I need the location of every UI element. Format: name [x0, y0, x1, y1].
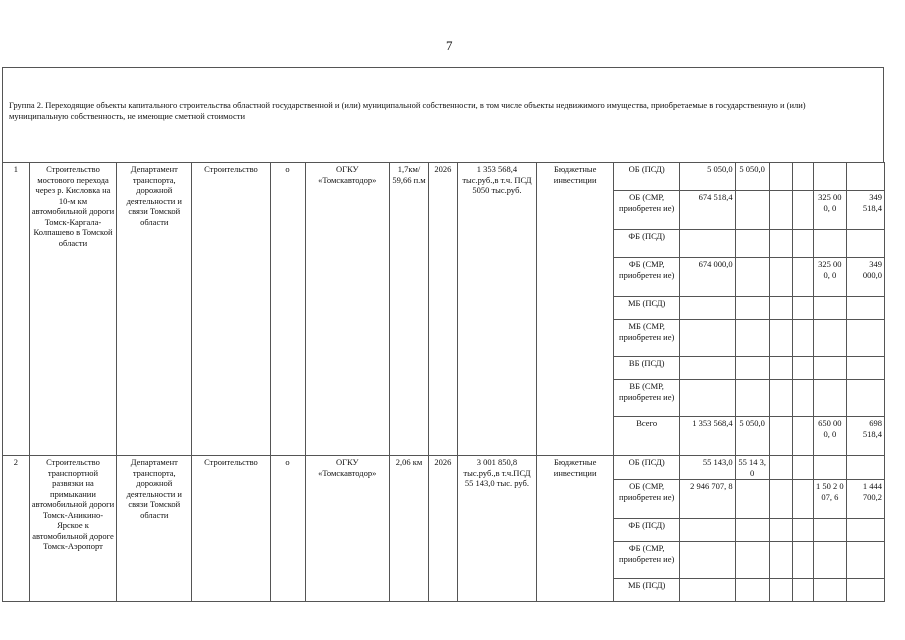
group-header-box	[2, 67, 884, 163]
funding-year-4	[813, 380, 846, 417]
object-work-type: Строительство	[192, 163, 270, 456]
funding-year-3	[793, 456, 814, 480]
object-department: Департамент транспорта, дорожной деятельности и связи Томской области	[117, 163, 192, 456]
funding-year-3	[793, 258, 814, 297]
funding-total	[680, 542, 736, 579]
funding-source: ОБ (СМР, приобретен ие)	[614, 480, 680, 519]
object-cost: 1 353 568,4 тыс.руб.,в т.ч. ПСД 5050 тыс.руб.	[457, 163, 536, 456]
funding-year-5	[846, 579, 884, 602]
funding-year-3	[793, 579, 814, 602]
funding-year-3	[793, 297, 814, 320]
funding-source: ВБ (ПСД)	[614, 357, 680, 380]
funding-year-1	[735, 258, 769, 297]
funding-year-1	[735, 579, 769, 602]
funding-total: 674 518,4	[680, 191, 736, 230]
funding-total: 674 000,0	[680, 258, 736, 297]
funding-year-3	[793, 163, 814, 191]
object-department: Департамент транспорта, дорожной деятельности и связи Томской области	[117, 456, 192, 602]
funding-year-1	[735, 297, 769, 320]
object-name: Строительство мостового перехода через р. Кисловка на 10-м км автомобильной дороги Томск-Каргала-Колпашево в Томской области	[29, 163, 116, 456]
funding-total: 2 946 707, 8	[680, 480, 736, 519]
funding-year-2	[769, 579, 793, 602]
object-year: 2026	[429, 163, 458, 456]
funding-year-3	[793, 320, 814, 357]
objects-table	[2, 162, 885, 602]
funding-year-3	[793, 230, 814, 258]
funding-source: МБ (ПСД)	[614, 579, 680, 602]
funding-year-4	[813, 519, 846, 542]
funding-year-3	[793, 417, 814, 456]
table-row	[3, 163, 885, 191]
funding-year-4	[813, 230, 846, 258]
funding-total	[680, 519, 736, 542]
funding-year-2	[769, 258, 793, 297]
funding-year-5: 1 444 700,2	[846, 480, 884, 519]
funding-year-3	[793, 480, 814, 519]
object-capacity: 1,7км/ 59,66 п.м	[389, 163, 428, 456]
funding-year-1	[735, 380, 769, 417]
object-capacity: 2,06 км	[389, 456, 428, 602]
funding-year-4: 650 000, 0	[813, 417, 846, 456]
funding-total	[680, 380, 736, 417]
funding-year-2	[769, 480, 793, 519]
table-row	[3, 456, 885, 480]
object-mark: о	[270, 456, 305, 602]
funding-year-5	[846, 320, 884, 357]
funding-year-2	[769, 519, 793, 542]
funding-year-1: 5 050,0	[735, 163, 769, 191]
funding-year-4: 325 000, 0	[813, 191, 846, 230]
funding-year-5	[846, 519, 884, 542]
funding-year-4	[813, 579, 846, 602]
funding-source: ФБ (ПСД)	[614, 230, 680, 258]
funding-year-1	[735, 480, 769, 519]
object-name: Строительство транспортной развязки на примыкании автомобильной дороги Томск-Аникино-Ярское к автомобильной дороге Томск-Аэропорт	[29, 456, 116, 602]
funding-year-3	[793, 542, 814, 579]
funding-source: ОБ (ПСД)	[614, 456, 680, 480]
funding-year-4	[813, 542, 846, 579]
funding-year-4	[813, 357, 846, 380]
group-title: Группа 2. Переходящие объекты капитального строительства областной государственной и (или) муниципальной собственности, в том числе объекты недвижимого имущества, приобретаемые в государственную и (или) муниципальную собственность, не имеющие сметной стоимости	[9, 100, 806, 121]
funding-year-1	[735, 542, 769, 579]
funding-year-2	[769, 417, 793, 456]
funding-year-3	[793, 380, 814, 417]
funding-source: МБ (ПСД)	[614, 297, 680, 320]
funding-year-4: 325 000, 0	[813, 258, 846, 297]
funding-source: ВБ (СМР, приобретен ие)	[614, 380, 680, 417]
funding-year-2	[769, 456, 793, 480]
funding-year-5	[846, 542, 884, 579]
funding-year-1: 55 14 3,0	[735, 456, 769, 480]
funding-source: МБ (СМР, приобретен ие)	[614, 320, 680, 357]
object-year: 2026	[429, 456, 458, 602]
funding-year-5: 349 518,4	[846, 191, 884, 230]
funding-total	[680, 357, 736, 380]
funding-total	[680, 297, 736, 320]
funding-year-2	[769, 357, 793, 380]
funding-year-2	[769, 297, 793, 320]
funding-year-2	[769, 542, 793, 579]
object-number: 1	[3, 163, 30, 456]
funding-year-1: 5 050,0	[735, 417, 769, 456]
object-mark: о	[270, 163, 305, 456]
funding-source: ФБ (ПСД)	[614, 519, 680, 542]
object-work-type: Строительство	[192, 456, 270, 602]
object-cost: 3 001 850,8 тыс.руб.,в т.ч.ПСД 55 143,0 тыс. руб.	[457, 456, 536, 602]
funding-source: ОБ (СМР, приобретен ие)	[614, 191, 680, 230]
object-customer: ОГКУ «Томскавтодор»	[305, 456, 389, 602]
object-customer: ОГКУ «Томскавтодор»	[305, 163, 389, 456]
funding-year-5	[846, 380, 884, 417]
object-number: 2	[3, 456, 30, 602]
funding-source: ФБ (СМР, приобретен ие)	[614, 258, 680, 297]
funding-year-5	[846, 230, 884, 258]
funding-year-2	[769, 230, 793, 258]
funding-year-5	[846, 456, 884, 480]
funding-year-4	[813, 163, 846, 191]
funding-year-1	[735, 320, 769, 357]
funding-year-2	[769, 163, 793, 191]
funding-year-5	[846, 297, 884, 320]
funding-year-1	[735, 191, 769, 230]
object-financing-form: Бюджетные инвестиции	[537, 456, 614, 602]
funding-total	[680, 230, 736, 258]
page-number: 7	[446, 38, 453, 53]
funding-year-4	[813, 320, 846, 357]
funding-year-3	[793, 191, 814, 230]
funding-total: 5 050,0	[680, 163, 736, 191]
object-financing-form: Бюджетные инвестиции	[537, 163, 614, 456]
funding-year-2	[769, 320, 793, 357]
funding-year-2	[769, 380, 793, 417]
funding-year-5: 698 518,4	[846, 417, 884, 456]
funding-year-3	[793, 519, 814, 542]
funding-year-5: 349 000,0	[846, 258, 884, 297]
funding-year-5	[846, 163, 884, 191]
funding-total: 1 353 568,4	[680, 417, 736, 456]
funding-year-1	[735, 519, 769, 542]
funding-total: 55 143,0	[680, 456, 736, 480]
funding-year-3	[793, 357, 814, 380]
funding-total	[680, 579, 736, 602]
funding-year-2	[769, 191, 793, 230]
funding-year-1	[735, 357, 769, 380]
funding-source: ОБ (ПСД)	[614, 163, 680, 191]
funding-year-4: 1 50 2 007, 6	[813, 480, 846, 519]
funding-source: ФБ (СМР, приобретен ие)	[614, 542, 680, 579]
funding-year-4	[813, 456, 846, 480]
funding-year-5	[846, 357, 884, 380]
funding-year-1	[735, 230, 769, 258]
funding-total	[680, 320, 736, 357]
funding-source: Всего	[614, 417, 680, 456]
funding-year-4	[813, 297, 846, 320]
